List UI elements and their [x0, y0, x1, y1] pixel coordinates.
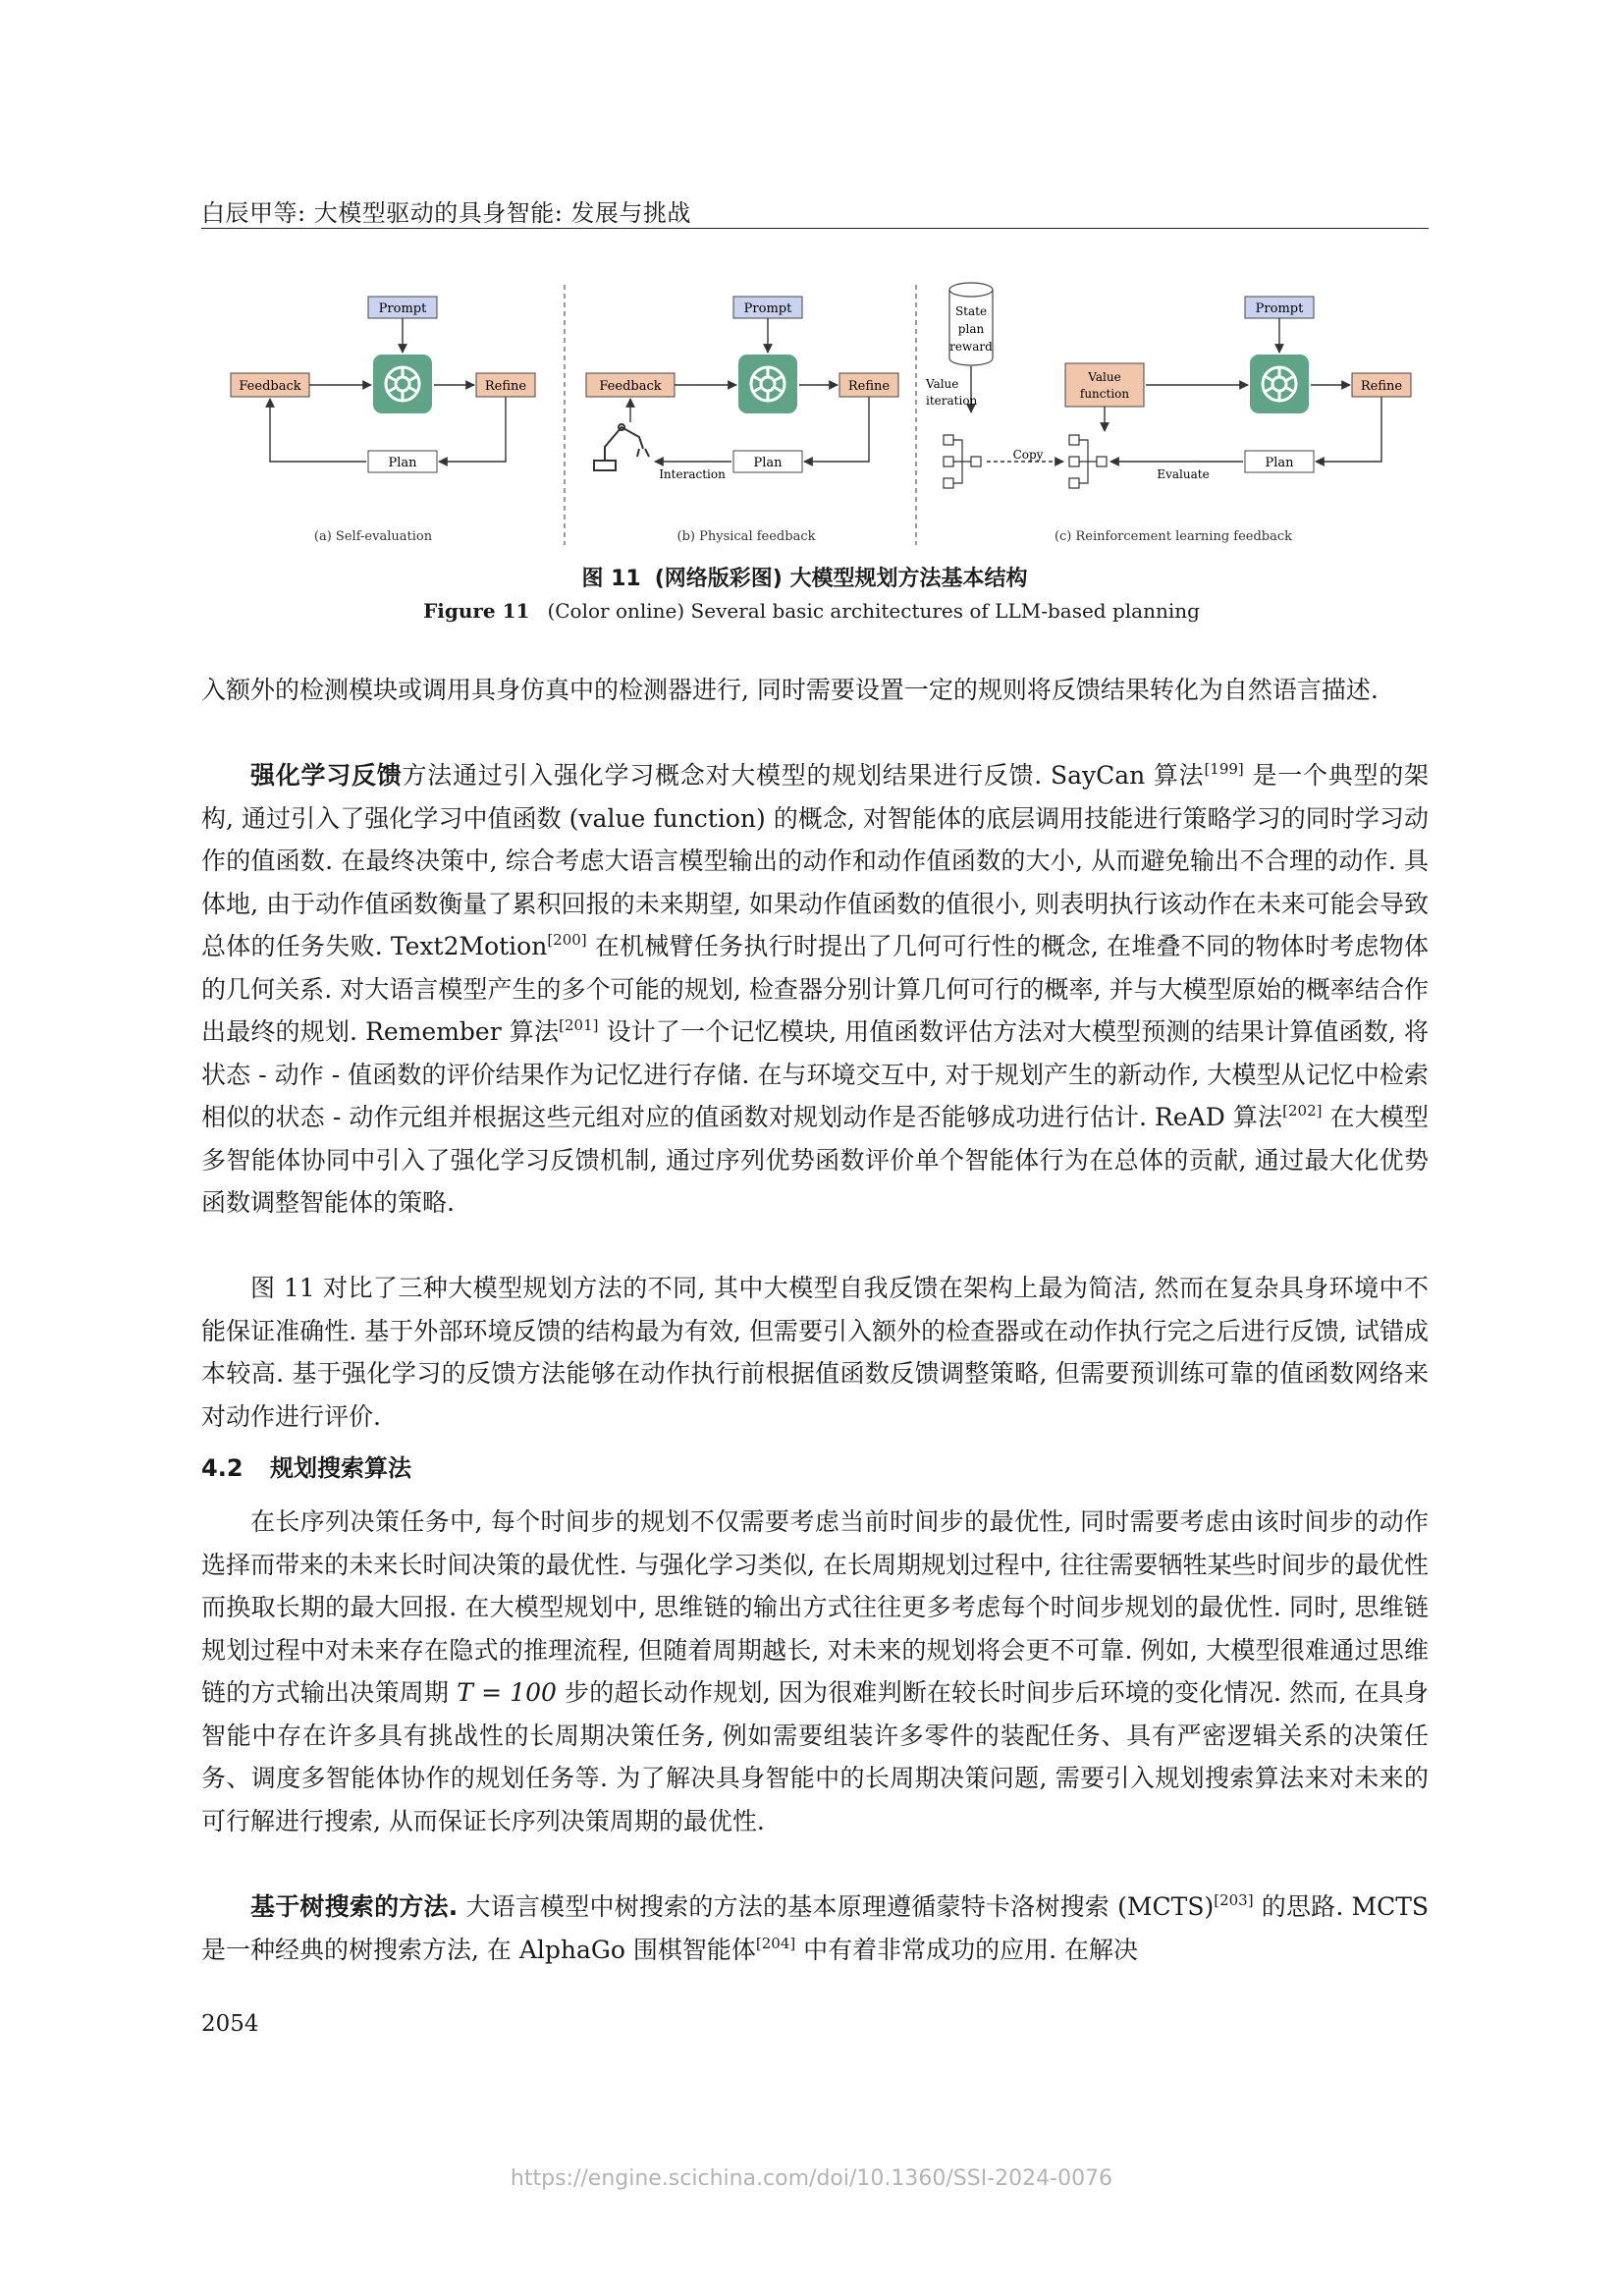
value-function-label-2: function	[1079, 387, 1130, 401]
robot-arm-icon	[594, 424, 649, 470]
paragraph-continued	[201, 669, 1429, 712]
plan-label-b: Plan	[753, 456, 783, 470]
feedback-label-b: Feedback	[599, 379, 662, 394]
tree-diagram-left	[944, 435, 981, 488]
panel-c-caption: (c) Reinforcement learning feedback	[1054, 529, 1293, 544]
feedback-label-a: Feedback	[239, 379, 301, 394]
interaction-label-b: Interaction	[659, 467, 726, 481]
arrow-refine-plan-c	[1316, 397, 1381, 462]
llm-box-c	[1250, 355, 1309, 413]
keyword-rl-feedback: 强化学习反馈	[250, 761, 403, 790]
paragraph-3: 图 11 对比了三种大模型规划方法的不同, 其中大模型自我反馈在架构上最为简洁, 然而在复杂具身环境中不能保证准确性. 基于外部环境反馈的结构最为有效, 但需要引入额外的检查器或在动作执行完之后进行反馈, 试错成本较高. 基于强化学习的反馈方法能够在动作执行前根据值函数反馈调整策略, 但需要预训练可靠的值函数网络来对动作进行评价.	[201, 1274, 1429, 1431]
citation-202: [202]	[1282, 1102, 1323, 1120]
citation-201: [201]	[559, 1016, 599, 1034]
plan-label-c: Plan	[1265, 456, 1294, 470]
arrow-refine-plan-b	[804, 397, 869, 462]
figure-caption-cn	[0, 562, 1623, 592]
evaluate-label: Evaluate	[1157, 467, 1210, 481]
figure-caption-en	[0, 599, 1623, 623]
store-label-1: State	[954, 304, 988, 318]
value-function-label-1: Value	[1088, 370, 1121, 384]
value-iteration-label-1: Value	[926, 377, 959, 391]
section-heading	[201, 1449, 411, 1483]
page-number: 2054	[201, 2011, 259, 2037]
citation-203: [203]	[1214, 1891, 1254, 1909]
panel-c-reinforcement-learning-feedback	[925, 283, 1411, 544]
copy-label: Copy	[1012, 448, 1044, 462]
refine-label-a: Refine	[484, 379, 527, 394]
prompt-label-c: Prompt	[1255, 301, 1304, 316]
paragraph-1: 入额外的检测模块或调用具身仿真中的检测器进行, 同时需要设置一定的规则将反馈结果转化为自然语言描述.	[201, 676, 1379, 704]
store-label-2: plan	[957, 322, 985, 336]
paragraph-rl-feedback: 强化学习反馈方法通过引入强化学习概念对大模型的规划结果进行反馈. SayCan 算法[199] 是一个典型的架构, 通过引入了强化学习中值函数 (value function) 的概念, 对智能体的底层调用技能进行策略学习的同时学习动作的值函数. 在最终决策中, 综合考虑大语言模型输出的动作和动作值函数的大小, 从而避免输出不合理的动作. 具体地, 由于动作值函数衡量了累积回报的未来期望, 如果动作值函数的值很小, 则表明执行该动作在未来可能会导致总体的任务失败. Text2Motion[200] 在机械臂任务执行时提出了几何可行性的概念, 在堆叠不同的物体时考虑物体的几何关系. 对大语言模型产生的多个可能的规划, 检查器分别计算几何可行的概率, 并与大模型原始的概率结合作出最终的规划. Remember 算法[201] 设计了一个记忆模块, 用值函数评估方法对大模型预测的结果计算值函数, 将状态 - 动作 - 值函数的评价结果作为记忆进行存储. 在与环境交互中, 对于规划产生的新动作, 大模型从记忆中检索相似的状态 - 动作元组并根据这些元组对应的值函数对规划动作是否能够成功进行估计. ReAD 算法[202] 在大模型多智能体协同中引入了强化学习反馈机制, 通过序列优势函数评价单个智能体行为在总体的贡献, 通过最大化优势函数调整智能体的策略.	[201, 760, 1430, 1217]
citation-200: [200]	[547, 931, 587, 949]
header-rule	[201, 228, 1429, 229]
llm-box-b	[738, 355, 797, 413]
panel-a-self-evaluation	[231, 297, 535, 544]
refine-label-b: Refine	[847, 379, 891, 394]
section-title: 规划搜索算法	[270, 1454, 411, 1482]
plan-label-a: Plan	[388, 456, 417, 470]
running-head: 白辰甲等: 大模型驱动的具身智能: 发展与挑战	[201, 199, 691, 227]
architecture-diagram	[201, 280, 1429, 555]
arrow-plan-feedback-a	[270, 399, 366, 462]
caption-cn-label: 图 11	[581, 567, 641, 591]
citation-204: [204]	[755, 1934, 796, 1952]
caption-cn-text: (网络版彩图) 大模型规划方法基本结构	[654, 567, 1028, 591]
figure-11	[201, 280, 1429, 555]
caption-en-text: (Color online) Several basic architectures of LLM-based planning	[547, 599, 1200, 623]
llm-box-a	[373, 355, 432, 413]
caption-en-label: Figure 11	[423, 599, 530, 623]
tree-diagram-right	[1069, 435, 1107, 488]
citation-199: [199]	[1204, 760, 1244, 778]
panel-b-physical-feedback	[586, 297, 898, 544]
keyword-tree-search: 基于树搜索的方法.	[250, 1892, 459, 1921]
section-number: 4.2	[201, 1454, 243, 1482]
doi-watermark: https://engine.scichina.com/doi/10.1360/SSI-2024-0076	[510, 2166, 1113, 2191]
prompt-label-a: Prompt	[378, 301, 427, 316]
refine-label-c: Refine	[1360, 379, 1403, 394]
panel-b-caption: (b) Physical feedback	[676, 529, 816, 544]
panel-a-caption: (a) Self-evaluation	[313, 529, 433, 544]
arrow-refine-plan-a	[439, 397, 506, 462]
store-label-3: reward	[949, 340, 993, 354]
value-iteration-label-2: iteration	[926, 394, 978, 408]
paragraph-comparison	[201, 1267, 1429, 1438]
math-horizon: T = 100	[457, 1678, 557, 1707]
paragraph-long-horizon: 在长序列决策任务中, 每个时间步的规划不仅需要考虑当前时间步的最优性, 同时需要考虑由该时间步的动作选择而带来的未来长时间决策的最优性. 与强化学习类似, 在长周期规划过程中, 往往需要牺牲某些时间步的最优性而换取长期的最大回报. 在大模型规划中, 思维链的输出方式往往更多考虑每个时间步规划的最优性. 同时, 思维链规划过程中对未来存在隐式的推理流程, 但随着周期越长, 对未来的规划将会更不可靠. 例如, 大模型很难通过思维链的方式输出决策周期 T = 100 步的超长动作规划, 因为很难判断在较长时间步后环境的变化情况. 然而, 在具身智能中存在许多具有挑战性的长周期决策任务, 例如需要组装许多零件的装配任务、具有严密逻辑关系的决策任务、调度多智能体协作的规划任务等. 为了解决具身智能中的长周期决策问题, 需要引入规划搜索算法来对未来的可行解进行搜索, 从而保证长序列决策周期的最优性.	[201, 1507, 1429, 1835]
prompt-label-b: Prompt	[743, 301, 792, 316]
paragraph-tree-search: 基于树搜索的方法. 大语言模型中树搜索的方法的基本原理遵循蒙特卡洛树搜索 (MCTS)[203] 的思路. MCTS 是一种经典的树搜索方法, 在 AlphaGo 围棋智能体[204] 中有着非常成功的应用. 在解决	[201, 1891, 1430, 1964]
